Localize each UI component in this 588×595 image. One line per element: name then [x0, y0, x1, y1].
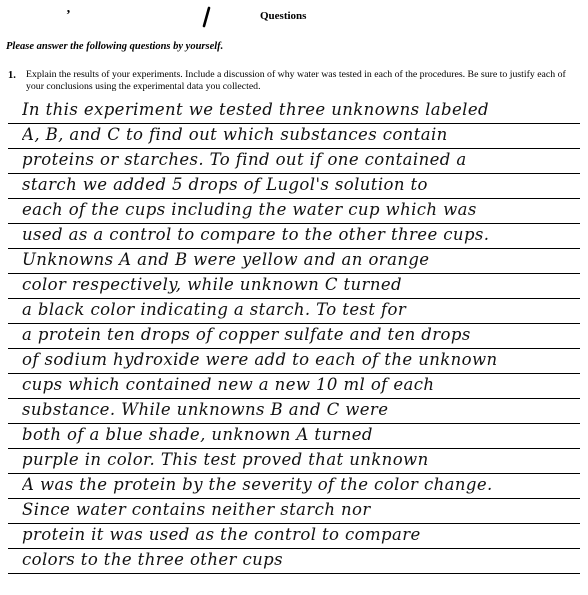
answer-line: A was the protein by the severity of the color change.: [22, 475, 493, 494]
answer-line: Since water contains neither starch nor: [22, 500, 371, 519]
answer-line: both of a blue shade, unknown A turned: [22, 425, 373, 444]
answer-line: used as a control to compare to the other three cups.: [22, 225, 490, 244]
answer-line: Unknowns A and B were yellow and an orange: [22, 250, 430, 269]
answer-line: protein it was used as the control to compare: [22, 525, 421, 544]
answer-line: starch we added 5 drops of Lugol's solution to: [22, 175, 428, 194]
answer-line: of sodium hydroxide were add to each of the unknown: [22, 350, 498, 369]
answer-line: purple in color. This test proved that unknown: [22, 450, 429, 469]
answer-line: substance. While unknowns B and C were: [22, 400, 389, 419]
answer-line: colors to the three other cups: [22, 550, 283, 569]
answer-line: color respectively, while unknown C turned: [22, 275, 402, 294]
answer-line: A, B, and C to find out which substances contain: [22, 125, 448, 144]
question-number: 1.: [8, 70, 16, 81]
answer-line: each of the cups including the water cup which was: [22, 200, 477, 219]
scan-mark: ’: [66, 8, 71, 23]
answer-line: a protein ten drops of copper sulfate and ten drops: [22, 325, 471, 344]
answer-line: a black color indicating a starch. To test for: [22, 300, 407, 319]
page-title: Questions: [260, 10, 307, 22]
answer-line: proteins or starches. To find out if one contained a: [22, 150, 467, 169]
instructions-text: Please answer the following questions by yourself.: [6, 41, 224, 52]
answer-line: cups which contained new a new 10 ml of each: [22, 375, 435, 394]
question-text: Explain the results of your experiments. Include a discussion of why water was tested in each of the procedures. Be sure to justify each of your conclusions using the experimental data you collected.: [26, 69, 566, 92]
answer-line: In this experiment we tested three unknowns labeled: [22, 100, 489, 119]
